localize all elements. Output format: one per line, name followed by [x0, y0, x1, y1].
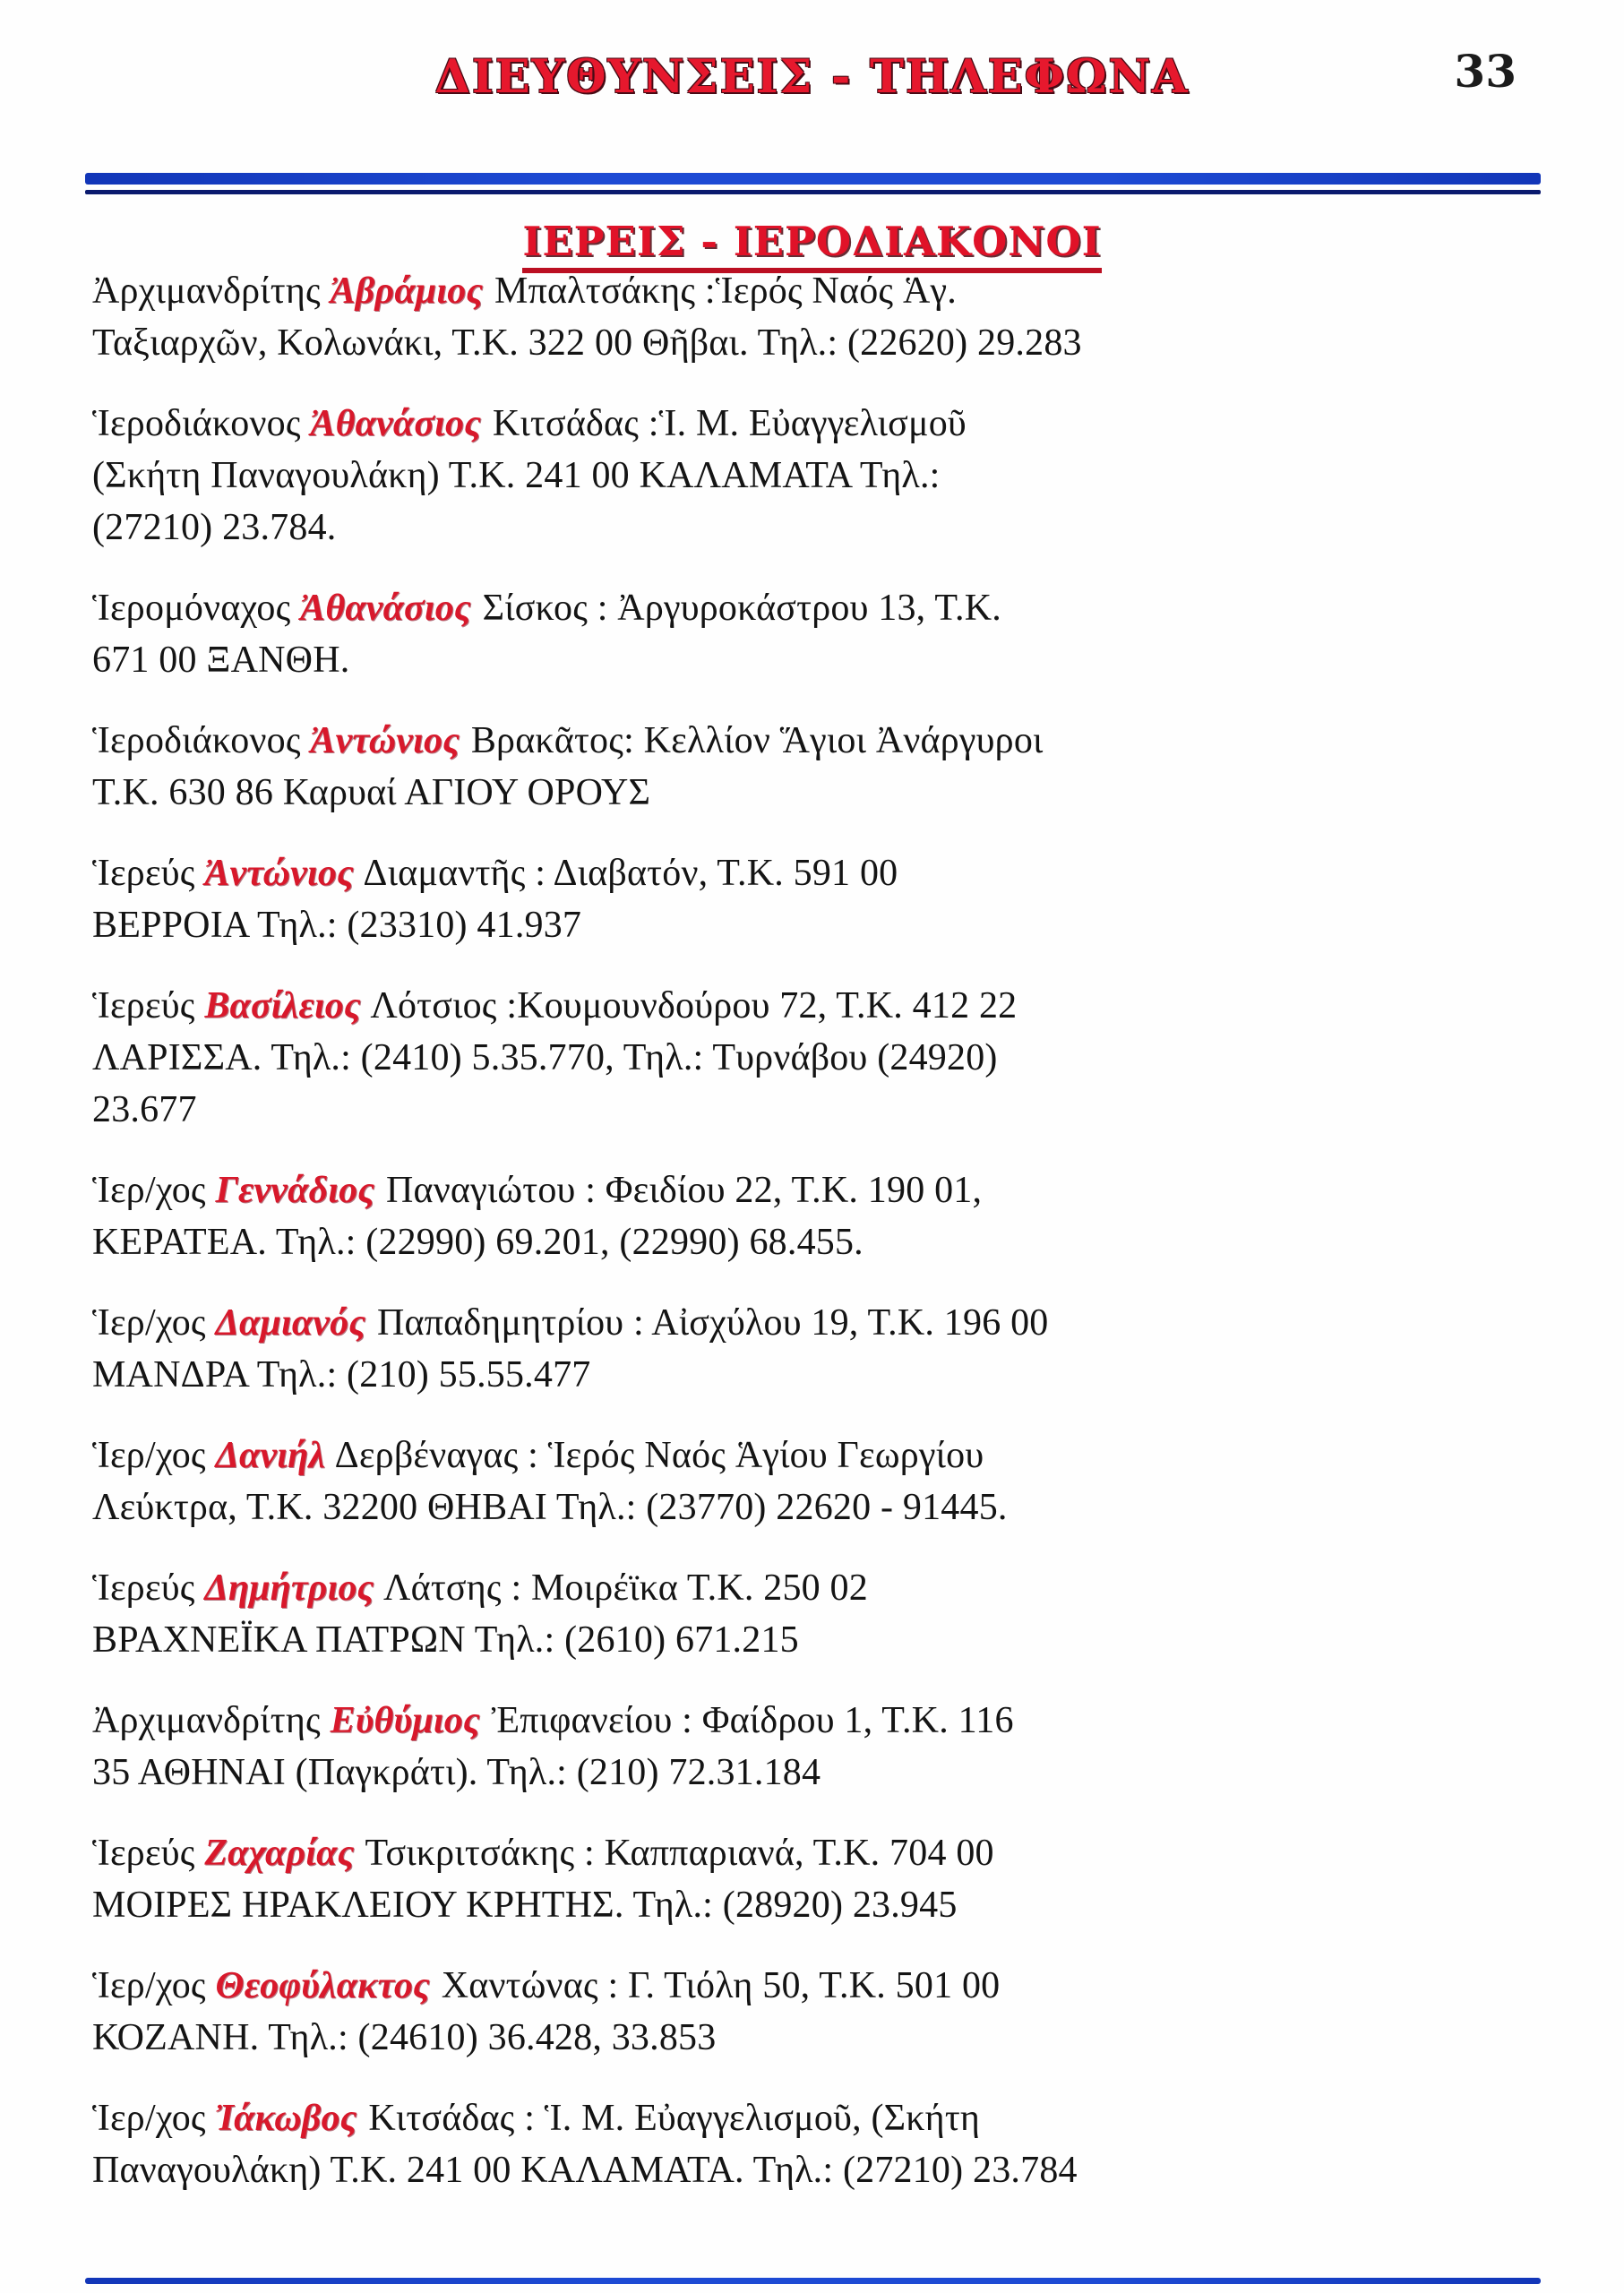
- entry-details: Βρακᾶτος: Κελλίον Ἅγιοι Ἀνάργυροι: [470, 720, 1044, 761]
- entry-first-name: Ἀντώνιος: [204, 853, 355, 894]
- directory-entry: [92, 1695, 1548, 1799]
- page-number: 33: [1454, 45, 1517, 98]
- directory-entry: [92, 1430, 1548, 1533]
- entry-clergy-rank: Ἱερομόναχος: [92, 588, 301, 629]
- entry-first-name: Εὐθύμιος: [330, 1700, 480, 1741]
- entry-clergy-rank: Ἱερεύς: [92, 1833, 205, 1874]
- entry-clergy-rank: Ἱερ/χος: [92, 2098, 216, 2139]
- entry-first-name: Ζαχαρίας: [204, 1833, 355, 1874]
- directory-entry: [92, 265, 1548, 369]
- directory-entry: [92, 2092, 1548, 2196]
- entry-clergy-rank: Ἱεροδιάκονος: [92, 403, 311, 444]
- entry-continuation-line: Παναγουλάκη) Τ.Κ. 241 00 ΚΑΛΑΜΑΤΑ. Τηλ.: (27210) 23.784: [92, 2150, 1078, 2191]
- entry-clergy-rank: Ἱερ/χος: [92, 1965, 216, 2006]
- entry-first-name: Ἀντώνιος: [310, 720, 460, 761]
- entry-details: Μπαλτσάκης :Ἱερός Ναός Ἁγ.: [494, 271, 957, 312]
- entries-list: [92, 265, 1548, 2225]
- entry-continuation-line: ΚΕΡΑΤΕΑ. Τηλ.: (22990) 69.201, (22990) 68.455.: [92, 1222, 864, 1263]
- entry-clergy-rank: Ἀρχιμανδρίτης: [92, 271, 331, 312]
- directory-entry: [92, 847, 1548, 951]
- header-title: ΔΙΕΥΘΥΝΣΕΙΣ - ΤΗΛΕΦΩΝΑ: [434, 50, 1190, 104]
- entry-details: Χαντώνας : Γ. Τιόλη 50, Τ.Κ. 501 00: [441, 1965, 1001, 2006]
- header-rule-thin: [85, 190, 1541, 194]
- directory-entry: [92, 582, 1548, 686]
- entry-clergy-rank: Ἱερεύς: [92, 853, 205, 894]
- entry-clergy-rank: Ἱερ/χος: [92, 1302, 216, 1344]
- entry-details: Διαμαντῆς : Διαβατόν, Τ.Κ. 591 00: [363, 853, 898, 894]
- entry-first-name: Γεννάδιος: [215, 1170, 375, 1211]
- entry-continuation-line: 23.677: [92, 1089, 197, 1130]
- entry-continuation-line: ΒΡΑΧΝΕΪΚΑ ΠΑΤΡΩΝ Τηλ.: (2610) 671.215: [92, 1619, 799, 1661]
- entry-continuation-line: Τ.Κ. 630 86 Καρυαί ΑΓΙΟΥ ΟΡΟΥΣ: [92, 772, 651, 813]
- entry-first-name: Ἰάκωβος: [215, 2098, 357, 2139]
- entry-continuation-line: ΛΑΡΙΣΣΑ. Τηλ.: (2410) 5.35.770, Τηλ.: Τυρνάβου (24920): [92, 1037, 998, 1078]
- directory-entry: [92, 1827, 1548, 1931]
- entry-first-name: Ἀθανάσιος: [300, 588, 471, 629]
- entry-first-name: Ἀθανάσιος: [310, 403, 482, 444]
- entry-clergy-rank: Ἀρχιμανδρίτης: [92, 1700, 331, 1741]
- entry-details: Δερβέναγας : Ἱερός Ναός Ἁγίου Γεωργίου: [334, 1435, 984, 1476]
- directory-entry: [92, 1297, 1548, 1401]
- entry-continuation-line: Ταξιαρχῶν, Κολωνάκι, Τ.Κ. 322 00 Θῆβαι. Τηλ.: (22620) 29.283: [92, 322, 1082, 364]
- entry-details: Λότσιος :Κουμουνδούρου 72, Τ.Κ. 412 22: [370, 985, 1018, 1026]
- directory-entry: [92, 980, 1548, 1136]
- entry-first-name: Δημήτριος: [204, 1567, 374, 1609]
- entry-clergy-rank: Ἱεροδιάκονος: [92, 720, 311, 761]
- footer-rule: [85, 2278, 1541, 2284]
- entry-details: Παναγιώτου : Φειδίου 22, Τ.Κ. 190 01,: [386, 1170, 983, 1211]
- entry-first-name: Ἀβράμιος: [330, 271, 484, 312]
- entry-continuation-line: ΜΟΙΡΕΣ ΗΡΑΚΛΕΙΟΥ ΚΡΗΤΗΣ. Τηλ.: (28920) 23.945: [92, 1885, 958, 1926]
- header-rule-thick: [85, 173, 1541, 185]
- entry-details: Παπαδημητρίου : Αἰσχύλου 19, Τ.Κ. 196 00: [376, 1302, 1049, 1344]
- entry-first-name: Δαμιανός: [215, 1302, 366, 1344]
- entry-continuation-line: 671 00 ΞΑΝΘΗ.: [92, 640, 350, 681]
- directory-entry: [92, 1562, 1548, 1666]
- directory-entry: [92, 1960, 1548, 2064]
- entry-clergy-rank: Ἱερεύς: [92, 1567, 205, 1609]
- entry-details: Ἐπιφανείου : Φαίδρου 1, Τ.Κ. 116: [491, 1700, 1014, 1741]
- directory-entry: [92, 715, 1548, 819]
- entry-details: Κιτσάδας : Ἱ. Μ. Εὐαγγελισμοῦ, (Σκήτη: [368, 2098, 981, 2139]
- entry-continuation-line: ΚΟΖΑΝΗ. Τηλ.: (24610) 36.428, 33.853: [92, 2017, 717, 2058]
- entry-clergy-rank: Ἱερεύς: [92, 985, 205, 1026]
- entry-continuation-line: Λεύκτρα, Τ.Κ. 32200 ΘΗΒΑΙ Τηλ.: (23770) 22620 - 91445.: [92, 1487, 1008, 1528]
- entry-first-name: Θεοφύλακτος: [215, 1965, 430, 2006]
- entry-continuation-line: 35 ΑΘΗΝΑΙ (Παγκράτι). Τηλ.: (210) 72.31.184: [92, 1752, 821, 1793]
- entry-clergy-rank: Ἱερ/χος: [92, 1435, 216, 1476]
- directory-entry: [92, 1164, 1548, 1268]
- section-title-text: ΙΕΡΕΙΣ - ΙΕΡΟΔΙΑΚΟΝΟΙ: [522, 218, 1101, 273]
- entry-details: Λάτσης : Μοιρέϊκα Τ.Κ. 250 02: [382, 1567, 868, 1609]
- entry-first-name: Δανιήλ: [215, 1435, 326, 1476]
- page-header: [90, 45, 1534, 113]
- entry-continuation-line: (Σκήτη Παναγουλάκη) Τ.Κ. 241 00 ΚΑΛΑΜΑΤΑ Τηλ.:: [92, 455, 941, 496]
- entry-first-name: Βασίλειος: [204, 985, 361, 1026]
- entry-continuation-line: ΒΕΡΡΟΙΑ Τηλ.: (23310) 41.937: [92, 905, 582, 946]
- entry-continuation-line: ΜΑΝΔΡΑ Τηλ.: (210) 55.55.477: [92, 1354, 591, 1396]
- entry-clergy-rank: Ἱερ/χος: [92, 1170, 216, 1211]
- entry-details: Σίσκος : Ἀργυροκάστρου 13, Τ.Κ.: [482, 588, 1001, 629]
- directory-entry: [92, 398, 1548, 554]
- entry-details: Κιτσάδας :Ἱ. Μ. Εὐαγγελισμοῦ: [492, 403, 967, 444]
- entry-continuation-line: (27210) 23.784.: [92, 507, 337, 548]
- entry-details: Τσικριτσάκης : Καππαριανά, Τ.Κ. 704 00: [365, 1833, 994, 1874]
